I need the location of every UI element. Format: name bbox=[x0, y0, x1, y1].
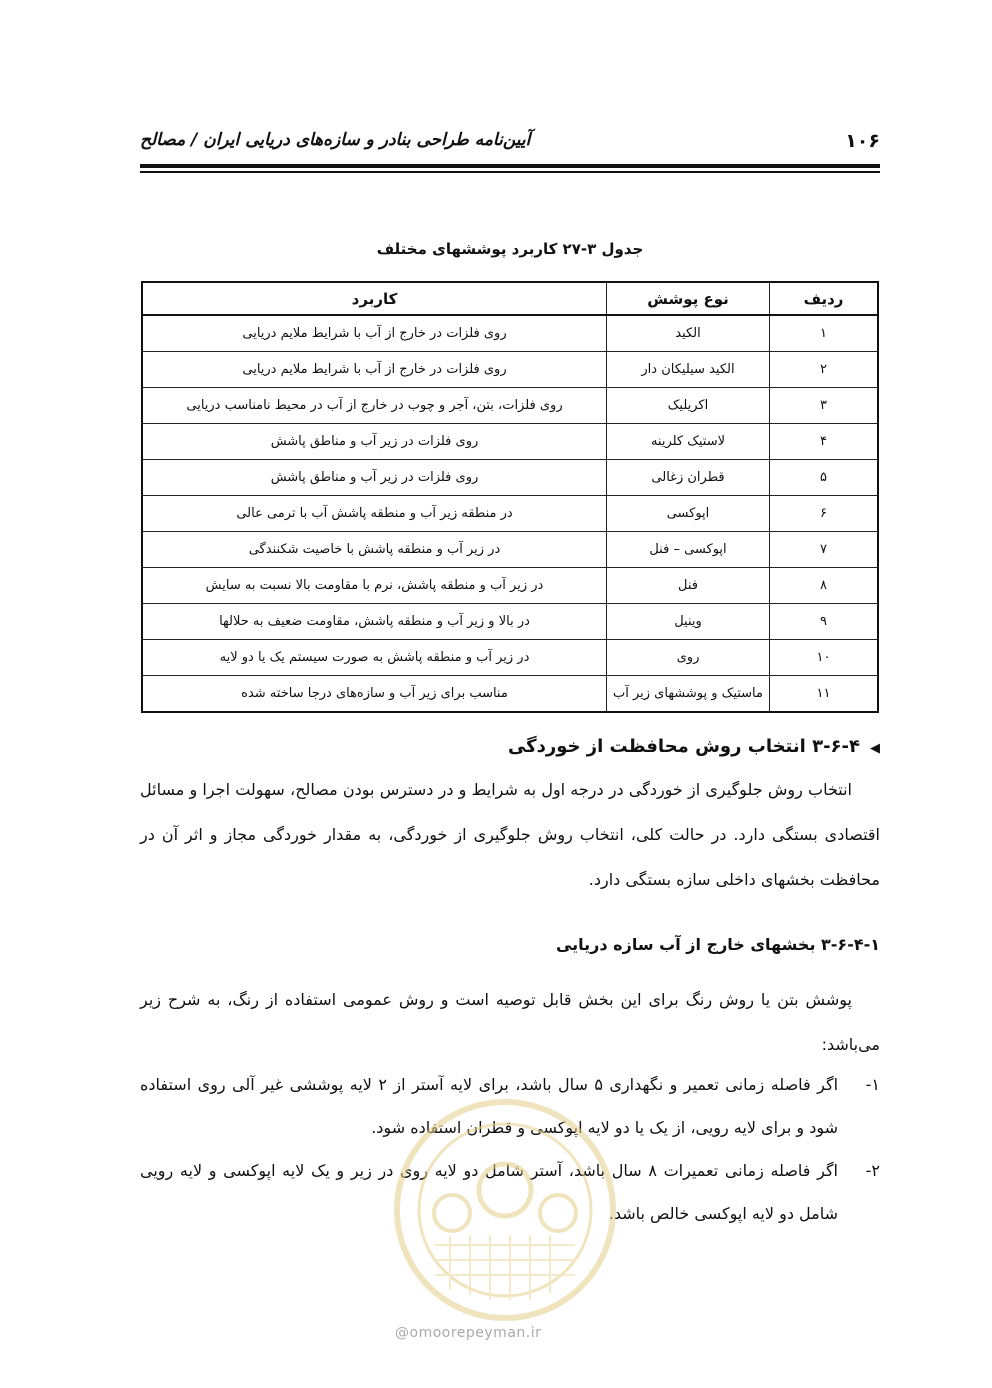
coating-type: اپوکسی bbox=[607, 496, 770, 532]
page-number: ۱۰۶ bbox=[845, 130, 880, 152]
coating-type: قطران زغالی bbox=[607, 460, 770, 496]
table-caption: جدول ۳-۲۷ کاربرد پوششهای مختلف bbox=[376, 240, 644, 258]
watermark-seal-icon bbox=[390, 1095, 620, 1325]
section-paragraph-text: انتخاب روش جلوگیری از خوردگی در درجه اول به شرایط و در دسترس بودن مصالح، سهولت اجرا و مسائل اقتصادی بستگی دارد. در حالت کلی، انتخاب روش جلوگیری از خوردگی، به مقدار خوردگی مجاز و اثر آن در محافظت بخشهای داخلی سازه بستگی دارد. bbox=[140, 780, 880, 889]
table-row bbox=[142, 315, 878, 352]
coating-type: الکید bbox=[607, 315, 770, 352]
table-row bbox=[142, 676, 878, 713]
table-header-row bbox=[142, 282, 878, 315]
subsection-paragraph bbox=[140, 977, 880, 1067]
subsection-paragraph-text: پوشش بتن یا روش رنگ برای این بخش قابل توصیه است و روش عمومی استفاده از رنگ، به شرح زیر می‌باشد: bbox=[140, 990, 880, 1054]
table-row bbox=[142, 604, 878, 640]
row-number: ۸ bbox=[770, 568, 879, 604]
coating-type: روی bbox=[607, 640, 770, 676]
coating-type: لاستیک کلرینه bbox=[607, 424, 770, 460]
coating-type: وینیل bbox=[607, 604, 770, 640]
coating-usage: روی فلزات در خارج از آب با شرایط ملایم دریایی bbox=[142, 315, 607, 352]
coating-usage: روی فلزات در زیر آب و مناطق پاشش bbox=[142, 460, 607, 496]
table-row bbox=[142, 640, 878, 676]
section-heading bbox=[508, 736, 880, 757]
row-number: ۷ bbox=[770, 532, 879, 568]
header-coating-type: نوع پوشش bbox=[607, 282, 770, 315]
coating-type: اکریلیک bbox=[607, 388, 770, 424]
subsection-heading: ۳-۶-۴-۱ بخشهای خارج از آب سازه دریایی bbox=[555, 935, 880, 954]
header-row-number: ردیف bbox=[770, 282, 879, 315]
table-row bbox=[142, 352, 878, 388]
coating-usage: روی فلزات، بتن، آجر و چوب در خارج از آب در محیط نامناسب دریایی bbox=[142, 388, 607, 424]
coating-usage: روی فلزات در خارج از آب با شرایط ملایم دریایی bbox=[142, 352, 607, 388]
coating-usage: در زیر آب و منطقه پاشش به صورت سیستم یک یا دو لایه bbox=[142, 640, 607, 676]
table-row bbox=[142, 532, 878, 568]
footer-website-text: omoorepeyman.ir bbox=[409, 1325, 542, 1341]
row-number: ۲ bbox=[770, 352, 879, 388]
at-icon: @ bbox=[395, 1325, 410, 1341]
header-rule-thin bbox=[140, 171, 880, 173]
coating-usage: مناسب برای زیر آب و سازه‌های درجا ساخته شده bbox=[142, 676, 607, 713]
table-row bbox=[142, 496, 878, 532]
row-number: ۱۰ bbox=[770, 640, 879, 676]
table-row bbox=[142, 388, 878, 424]
coating-type: الکید سیلیکان دار bbox=[607, 352, 770, 388]
list-item-text: اگر فاصله زمانی تعمیر و نگهداری ۵ سال باشد، برای لایه آستر از ۲ لایه پوششی غیر آلی روی استفاده شود و برای لایه رویی، از یک یا دو لایه اپوکسی و قطران استفاده شود. bbox=[140, 1075, 839, 1137]
coating-type: ماستیک و پوششهای زیر آب bbox=[607, 676, 770, 713]
footer-website bbox=[395, 1325, 541, 1341]
coating-usage: در بالا و زیر آب و منطقه پاشش، مقاومت ضعیف به حلالها bbox=[142, 604, 607, 640]
triangle-bullet-icon: ◀ bbox=[870, 741, 880, 756]
coating-usage: در زیر آب و منطقه پاشش با خاصیت شکنندگی bbox=[142, 532, 607, 568]
table-row bbox=[142, 568, 878, 604]
list-item-number: ۱- bbox=[865, 1075, 880, 1094]
table-row bbox=[142, 424, 878, 460]
coating-type: اپوکسی – فنل bbox=[607, 532, 770, 568]
row-number: ۱۱ bbox=[770, 676, 879, 713]
page-header bbox=[140, 128, 880, 158]
list-item-number: ۲- bbox=[865, 1161, 880, 1180]
coatings-table bbox=[141, 281, 879, 713]
section-heading-text: ۳-۶-۴ انتخاب روش محافظت از خوردگی bbox=[507, 736, 860, 757]
row-number: ۹ bbox=[770, 604, 879, 640]
coating-type: فنل bbox=[607, 568, 770, 604]
row-number: ۱ bbox=[770, 315, 879, 352]
header-rule-thick bbox=[140, 164, 880, 168]
row-number: ۳ bbox=[770, 388, 879, 424]
coating-usage: در زیر آب و منطقه پاشش، نرم با مقاومت بالا نسبت به سایش bbox=[142, 568, 607, 604]
header-usage: کاربرد bbox=[142, 282, 607, 315]
list-item-text: اگر فاصله زمانی تعمیرات ۸ سال باشد، آستر شامل دو لایه روی در زیر و یک لایه اپوکسی و لایه رویی شامل دو لایه اپوکسی خالص باشد. bbox=[140, 1161, 838, 1223]
row-number: ۵ bbox=[770, 460, 879, 496]
row-number: ۶ bbox=[770, 496, 879, 532]
coating-usage: در منطقه زیر آب و منطقه پاشش آب با ترمی عالی bbox=[142, 496, 607, 532]
section-paragraph bbox=[140, 767, 880, 902]
table-row bbox=[142, 460, 878, 496]
row-number: ۴ bbox=[770, 424, 879, 460]
running-title: آیین‌نامه طراحی بنادر و سازه‌های دریایی ایران / مصالح bbox=[140, 130, 531, 150]
coating-usage: روی فلزات در زیر آب و مناطق پاشش bbox=[142, 424, 607, 460]
